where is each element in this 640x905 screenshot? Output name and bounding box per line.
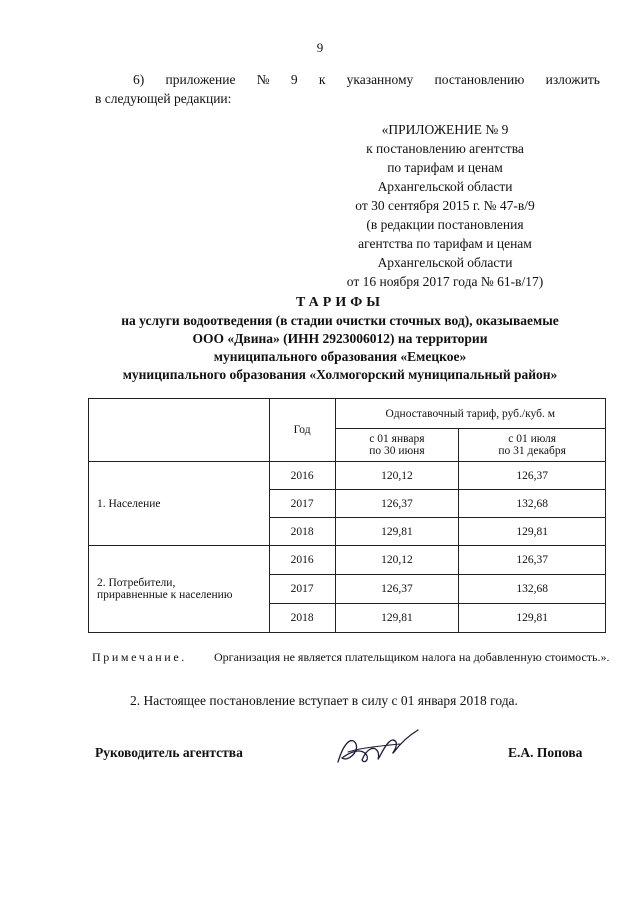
title-line: ООО «Двина» (ИНН 2923006012) на территории <box>192 331 488 346</box>
title-line: муниципального образования «Холмогорский муниципальный район» <box>122 367 558 382</box>
period2-header <box>459 429 606 462</box>
title-line: муниципального образования «Емецкое» <box>213 349 467 364</box>
intro-word: приложение <box>165 72 236 87</box>
appendix-line: от 16 ноября 2017 года № 61-в/17) <box>346 274 544 289</box>
signer-position: Руководитель агентства <box>95 745 243 760</box>
appendix-line: Архангельской области <box>377 179 513 194</box>
intro-paragraph <box>95 70 600 108</box>
tariff-cell: 120,12 <box>335 546 459 575</box>
tariff-cell: 132,68 <box>459 490 606 518</box>
appendix-header <box>330 120 560 291</box>
signer-name: Е.А. Попова <box>508 745 583 760</box>
intro-line-1 <box>95 70 600 89</box>
title-heading: ТАРИФЫ <box>296 295 384 310</box>
tariff-cell: 132,68 <box>459 575 606 604</box>
appendix-line: к постановлению агентства <box>366 141 524 156</box>
tariff-cell: 126,37 <box>335 490 459 518</box>
note <box>92 649 612 665</box>
appendix-line: (в редакции постановления <box>366 217 524 232</box>
year-cell: 2017 <box>269 490 335 518</box>
intro-word: изложить <box>545 72 600 87</box>
tariff-table <box>88 398 606 633</box>
table-corner-cell <box>89 399 270 462</box>
intro-word: 9 <box>290 72 298 87</box>
tariff-cell: 120,12 <box>335 462 459 490</box>
tariff-cell: 126,37 <box>335 575 459 604</box>
period2-line: по 31 декабря <box>498 445 566 457</box>
tariff-cell: 126,37 <box>459 546 606 575</box>
category-line: приравненные к населению <box>97 589 233 601</box>
year-cell: 2016 <box>269 546 335 575</box>
category-cell <box>89 546 270 633</box>
category-line: 2. Потребители, <box>97 577 176 589</box>
period1-header <box>335 429 459 462</box>
intro-word: указанному <box>346 72 414 87</box>
tariff-cell: 126,37 <box>459 462 606 490</box>
appendix-line: от 30 сентября 2015 г. № 47-в/9 <box>355 198 535 213</box>
intro-word: постановлению <box>434 72 525 87</box>
tariff-cell: 129,81 <box>335 604 459 633</box>
handwritten-signature <box>330 722 425 777</box>
period1-line: по 30 июня <box>369 445 425 457</box>
appendix-line: Архангельской области <box>377 255 513 270</box>
tariff-cell: 129,81 <box>459 604 606 633</box>
table-row <box>89 546 606 575</box>
intro-word: № <box>256 72 270 87</box>
table-row <box>89 462 606 490</box>
tariff-cell: 129,81 <box>459 518 606 546</box>
note-text: Организация не является плательщиком налога на добавленную стоимость.». <box>214 650 610 664</box>
intro-word: к <box>318 72 326 87</box>
appendix-line: агентства по тарифам и ценам <box>358 236 532 251</box>
year-header: Год <box>269 399 335 462</box>
appendix-line: «ПРИЛОЖЕНИЕ № 9 <box>381 122 509 137</box>
tariff-cell: 129,81 <box>335 518 459 546</box>
year-cell: 2018 <box>269 518 335 546</box>
tariff-header: Одноставочный тариф, руб./куб. м <box>335 399 605 429</box>
intro-word: 6) <box>133 72 145 87</box>
appendix-line: по тарифам и ценам <box>387 160 503 175</box>
note-label: Примечание. <box>92 650 187 664</box>
effective-date-paragraph: 2. Настоящее постановление вступает в силу с 01 января 2018 года. <box>130 693 518 708</box>
year-cell: 2016 <box>269 462 335 490</box>
title-line: на услуги водоотведения (в стадии очистки сточных вод), оказываемые <box>121 313 559 328</box>
period1-line: с 01 января <box>369 433 425 445</box>
document-title <box>70 294 610 384</box>
period2-line: с 01 июля <box>508 433 557 445</box>
category-cell: 1. Население <box>89 462 270 546</box>
year-cell: 2018 <box>269 604 335 633</box>
year-cell: 2017 <box>269 575 335 604</box>
page-number: 9 <box>316 40 324 55</box>
intro-line-2: в следующей редакции: <box>95 91 232 106</box>
